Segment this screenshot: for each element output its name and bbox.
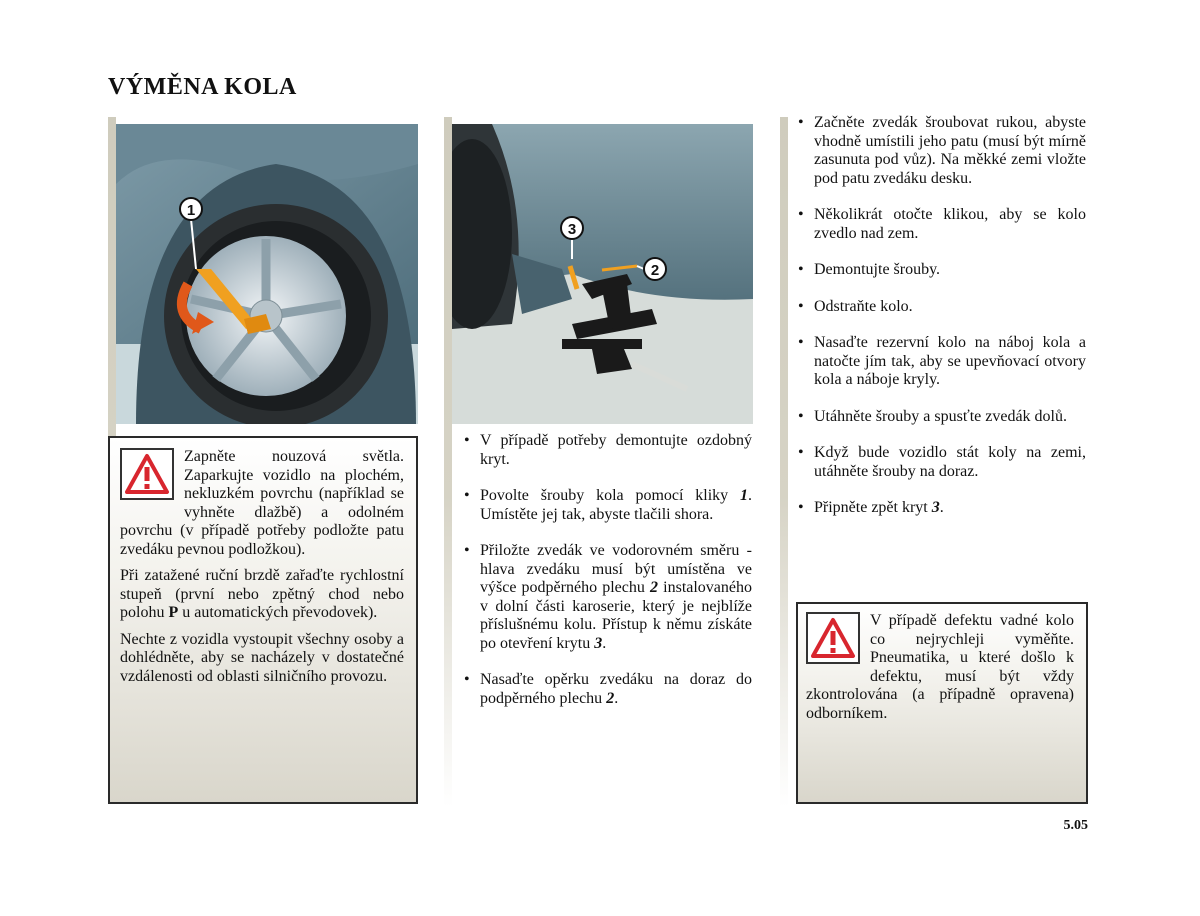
callout-2: 2 — [650, 262, 660, 279]
page-title: VÝMĚNA KOLA — [108, 74, 297, 100]
jack-photo — [452, 124, 753, 424]
list-item: • Když bude vozidlo stát koly na zemi, utáhněte šrouby na doraz. — [798, 444, 1086, 481]
list-item: • Nasaďte opěrku zvedáku na doraz do podpěrného plechu 2. — [464, 671, 752, 708]
warning-triangle-icon — [806, 612, 860, 664]
defect-warning-text: V případě defektu vadné kolo co nejrychleji vyměňte. Pneumatika, u které došlo k defektu, musí být vždy zkontrolována (a případně opravena) odborníkem. — [806, 612, 1074, 722]
list-item: • Utáhněte šrouby a spusťte zvedák dolů. — [798, 408, 1086, 427]
callout-3: 3 — [567, 221, 577, 238]
warning-paragraph-1: Zapněte nouzová světla. Zaparkujte vozidlo na plochém, nekluzkém povrchu (například se vyhněte dlažbě) a odolném povrchu (v případě potřeby podložte patu zvedáku pevnou podložkou). — [120, 448, 404, 558]
warning-paragraph-2: Při zatažené ruční brzdě zařaďte rychlostní stupeň (první nebo zpětný chod nebo polohu P u automatických převodovek). — [120, 567, 404, 621]
middle-instructions — [464, 432, 752, 726]
warning-triangle-icon — [120, 448, 174, 500]
callout-1: 1 — [186, 202, 196, 219]
column-divider-right — [780, 117, 788, 807]
safety-warning-box — [108, 436, 418, 804]
warning-paragraph-3: Nechte z vozidla vystoupit všechny osoby a dohlédněte, aby se nacházely v dostatečné vzdálenosti od oblasti silničního provozu. — [120, 630, 404, 685]
list-item: • Přiložte zvedák ve vodorovném směru - hlava zvedáku musí být umístěna ve výšce podpěrného plechu 2 instalovaného v dolní části karoserie, který je nejblíže příslušnému kolu. Přístup k němu získáte po otevření krytu 3. — [464, 542, 752, 653]
list-item: • Začněte zvedák šroubovat rukou, abyste vhodně umístili jeho patu (musí být mírně zasunuta pod vůz). Na měkké zemi vložte pod patu zvedáku desku. — [798, 114, 1086, 188]
list-item: • Demontujte šrouby. — [798, 261, 1086, 280]
list-item: • Odstraňte kolo. — [798, 298, 1086, 317]
list-item: • V případě potřeby demontujte ozdobný kryt. — [464, 432, 752, 469]
list-item: • Nasaďte rezervní kolo na náboj kola a natočte jím tak, aby se upevňovací otvory kola a náboje kryly. — [798, 334, 1086, 390]
column-divider-middle — [444, 117, 452, 807]
wheel-photo — [116, 124, 418, 424]
list-item: • Připněte zpět kryt 3. — [798, 499, 1086, 518]
page-number: 5.05 — [1063, 818, 1088, 833]
defect-warning-box — [796, 602, 1088, 804]
list-item: • Několikrát otočte klikou, aby se kolo zvedlo nad zem. — [798, 206, 1086, 243]
right-instructions — [798, 114, 1086, 536]
list-item: • Povolte šrouby kola pomocí kliky 1. Umístěte jej tak, abyste tlačili shora. — [464, 487, 752, 524]
